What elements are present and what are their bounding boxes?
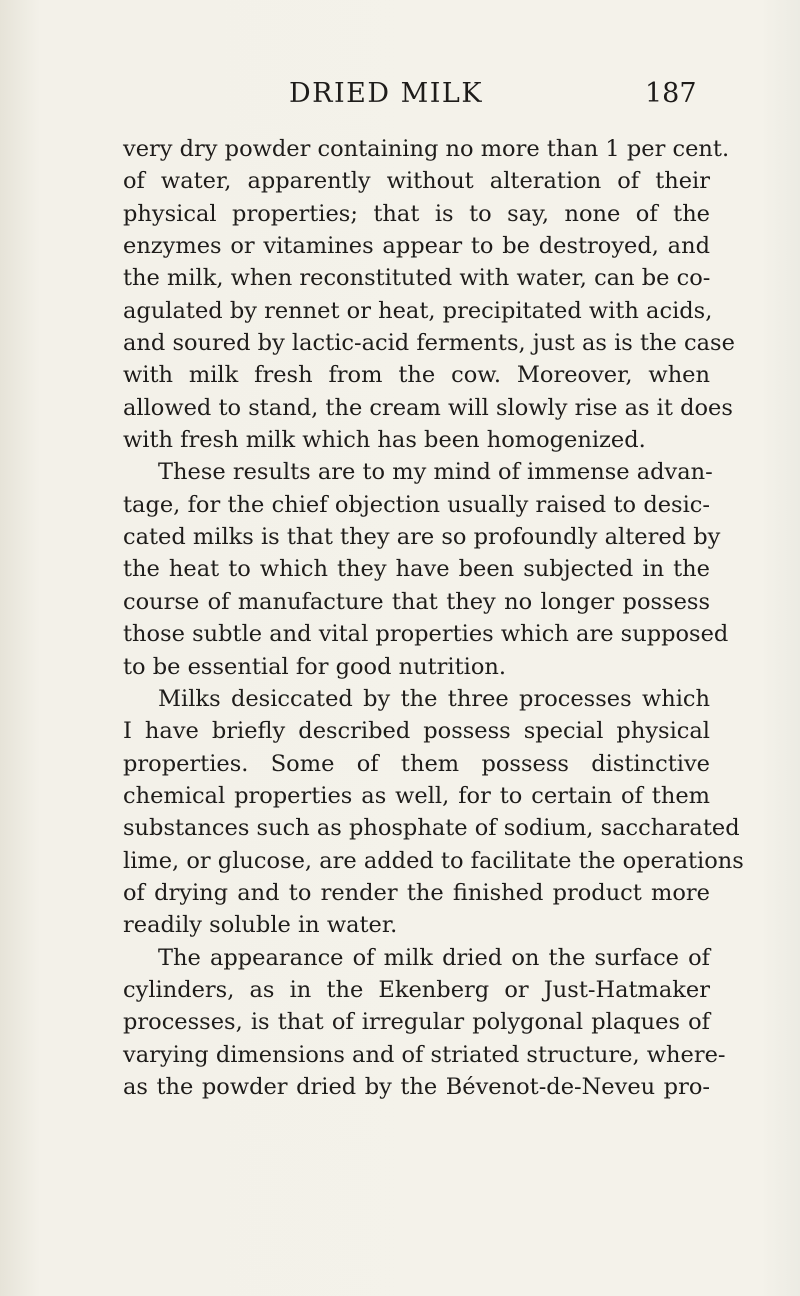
paragraph-start-line: These results are to my mind of immense advan- xyxy=(158,459,713,486)
text-line: tage, for the chief objection usually raised to desic- xyxy=(123,491,710,518)
page-number: 187 xyxy=(645,78,697,109)
text-line: cated milks is that they are so profoundly altered by xyxy=(123,524,721,551)
text-line: those subtle and vital properties which are supposed xyxy=(123,621,729,648)
text-line: the milk, when reconstituted with water, can be co- xyxy=(123,265,711,292)
text-line: physical properties; that is to say, none of the xyxy=(123,200,710,227)
body-text xyxy=(123,133,744,1103)
text-line: properties. Some of them possess distinctive xyxy=(123,750,710,777)
paragraph-start-line: The appearance of milk dried on the surface of xyxy=(158,944,710,971)
text-line: with fresh milk which has been homogenized. xyxy=(123,427,646,454)
text-line: very dry powder containing no more than 1 per cent. xyxy=(123,136,730,162)
paragraph-start-line: Milks desiccated by the three processes which xyxy=(158,685,710,712)
text-line: cylinders, as in the Ekenberg or Just-Hatmaker xyxy=(123,976,710,1003)
text-line: lime, or glucose, are added to facilitate the operations xyxy=(123,847,744,874)
text-line: I have briefly described possess special physical xyxy=(123,718,710,745)
text-line: of drying and to render the finished product more xyxy=(123,879,710,906)
running-title: DRIED MILK xyxy=(289,78,483,109)
text-line: processes, is that of irregular polygonal plaques of xyxy=(123,1009,710,1036)
text-line: enzymes or vitamines appear to be destroyed, and xyxy=(123,233,710,260)
text-line: the heat to which they have been subjected in the xyxy=(123,556,710,583)
text-line: agulated by rennet or heat, precipitated with acids, xyxy=(123,297,713,324)
text-line: chemical properties as well, for to certain of them xyxy=(123,782,710,809)
text-line: of water, apparently without alteration of their xyxy=(123,168,710,195)
text-line: to be essential for good nutrition. xyxy=(123,653,507,680)
page-header xyxy=(0,74,800,114)
text-line: substances such as phosphate of sodium, saccharated xyxy=(123,815,740,842)
text-line: with milk fresh from the cow. Moreover, when xyxy=(123,362,710,389)
text-line: and soured by lactic-acid ferments, just as is the case xyxy=(123,330,735,357)
text-line: readily soluble in water. xyxy=(123,912,398,939)
text-line: as the powder dried by the Bévenot-de-Neveu pro- xyxy=(123,1073,710,1100)
text-line: allowed to stand, the cream will slowly rise as it does xyxy=(123,394,733,421)
text-line: varying dimensions and of striated structure, where- xyxy=(123,1041,726,1068)
text-line: course of manufacture that they no longer possess xyxy=(123,588,710,615)
